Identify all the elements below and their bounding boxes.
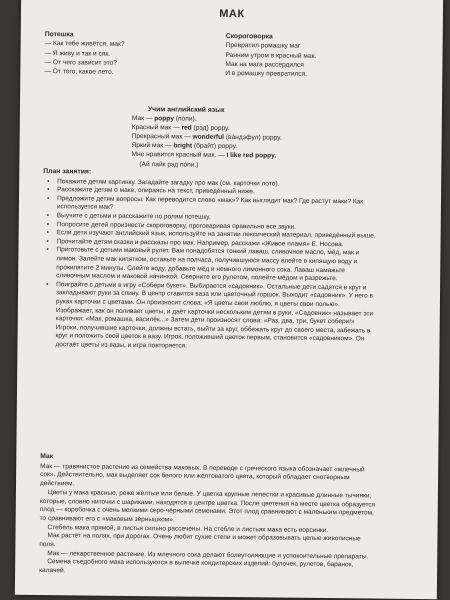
page-title: МАК (219, 7, 245, 21)
plan-item: • Приготовьте с детьми маковый рулет. Вам понадобятся тонкий лаваш, сливочное масло, мёд, мак и лимон. Залейте мак кипятком, оставьте на полчаса, получившуюся массу влейте в кипящую воду и прокипятите 2 минуты. Слейте воду, добавьте мёд и немного лимонного сока. Лаваш намажьте сливочным маслом и маковой начинкой. Сверните его рулетом, полейте мёдом и разрежьте. (56, 247, 378, 285)
poteshka-line: — От того, какое лето. (44, 68, 114, 76)
english-line: Прекрасный мак — wonderful (вáндэфул) poppy. (131, 133, 282, 142)
mak-paragraph: Мак — лекарственное растение. Из млечного сока делают болеутоляющие и успокоительные препараты. (47, 549, 369, 561)
skorogovorka-line: И в ромашку превратился. (225, 70, 308, 78)
plan-heading: План занятия: (43, 168, 92, 176)
english-line: Красный мак — red (рэд) poppy. (131, 124, 230, 133)
poteshka-line: — Как тебе живётся, мак? (44, 40, 125, 49)
skorogovorka-line: Мак на мага рассердился (225, 60, 304, 69)
english-line: Мак — poppy (пóпи). (131, 115, 197, 123)
plan-item: • Попросите детей произнести скороговорку, проговаривая правильно все звуки. (57, 221, 379, 233)
skorogovorka-block (225, 32, 316, 79)
document-page (15, 0, 443, 599)
poteshka-line: — Я живу и так и сяк. (44, 49, 111, 58)
mak-paragraph: Цветы у мака красные, реже жёлтые или белые. У цветка крупные лепестки и красивые длинные тычинки, которые, словно ниточки с шариками, находятся в центре цветка. После цветения на месте цветка образуется плод — коробочка с очень мелкими серо-чёрными семенами. Этот плод сравнивают с маленьким предметом, то сравнивают его с «маковым зёрнышком». (39, 488, 376, 524)
plan-item: • Поиграйте с детьми в игру «Собери букет». Выбирается «садовник». Остальные дети садятся в круг и закладывают руки за спину. В центр ставится ваза или цветочный горшок. Выходит «садовник». У него в руках карточки с цветами. Он произносит слова: «Я цветы свои люблю, я цветы свои полью». Изображает, как он поливает цветы, и даёт карточки нескольким детям в руки. «Садовник» называет эти карточки: «Мак, ромашка, василёк...» Затем дети произносят слова: «Раз, два, три, букет собери!» Игроки, получившие карточки, должны встать, выйти за круг, оббежать круг до своего места, забежать в круг и положить свой цветок в вазу. Игрок, положивший цветок первым, становится «садовником». Он достаёт цветы из вазы, и игра повторяется. (55, 281, 378, 353)
plan-list (41, 178, 379, 353)
plan-item: • Выучите с детьми и расскажите по ролям потешку. (57, 212, 379, 224)
mak-paragraph: Мак — травянистое растение из семейства маковых. В переводе с греческого языка обозначает «млечный сок». Действительно, мак выделяет сок белого или желтоватого цвета, который обладает снотворным действием. (39, 462, 365, 488)
mak-paragraph: Мак растёт на полях, при дорогах. Очень любит сухие степи и может образовывать целые живописные поля. (39, 532, 361, 549)
skorogovorka-line: Превратил ромашку маг (225, 42, 301, 51)
english-heading: Учим английский язык (147, 106, 225, 114)
lesson-plan (41, 168, 379, 353)
plan-item: • Покажите детям картинку. Загадайте загадку про мак (см. карточки лото). (57, 178, 379, 190)
english-line: Яркий мак — bright (брайт) poppy. (131, 142, 238, 151)
english-block (131, 105, 282, 170)
skorogovorka-heading: Скороговорка (225, 32, 273, 41)
english-line: Мне нравится красный мак. — I like red poppy. (131, 151, 277, 160)
plan-item: • Расскажите детям о маке, опираясь на текст, приведённый ниже. (57, 186, 379, 198)
mak-article (39, 453, 376, 579)
plan-item: • Предложите детям вопросы: Как переводится слово «мак»? Как выглядит мак? Где растут маки? Как используется мак? (57, 195, 379, 216)
skorogovorka-line: Ранним утром в красный мак. (225, 51, 317, 60)
plan-item: • Прочитайте детям сказки и рассказы про мак. Например, расскажи «Живое пламя» Е. Носова. (57, 238, 379, 250)
mak-paragraph: Семена съедобного мака используются в выпечке кондитерских изделий: булочек, рулетов, баранок, калачей. (39, 558, 354, 575)
poteshka-heading: Потешка (44, 31, 74, 39)
poteshka-line: — От чего зависит это? (44, 58, 117, 67)
poteshka-block (44, 30, 124, 77)
mak-paragraph: Стебель мака прямой, в листья сильно рассечены. На стебле и листьях мака есть ворсинки. (47, 523, 329, 534)
english-line: (Ай лайк рэд пóпи.) (139, 160, 199, 169)
plan-item: • Если дети изучают английский язык, используйте на занятии лексический материал, приведённый выше. (57, 229, 379, 241)
mak-heading: Мак (40, 453, 54, 461)
